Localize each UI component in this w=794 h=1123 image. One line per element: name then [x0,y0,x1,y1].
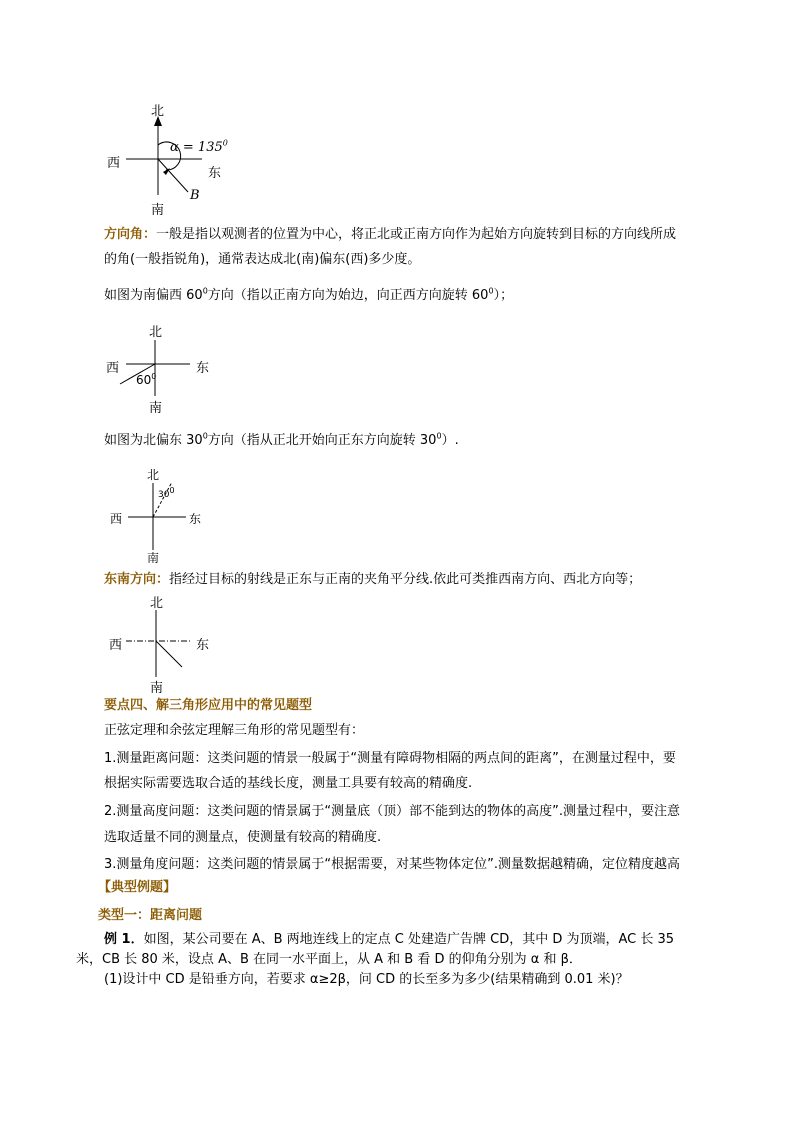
diagram3-south-label: 南 [147,551,160,565]
south-west-60-paragraph: 如图为南偏西 $60^0$方向（指以正南方向为始边，向正西方向旋转 $60^0$）； [104,286,514,303]
diagram3-angle-label: $30^0$ [158,486,175,500]
section4-item1-line1: 1.测量距离问题：这类问题的情景一般属于“测量有障碍物相隔的两点间的距离”，在测量过程中，要 [104,751,676,766]
diagram2-angle-label: $60^0$ [136,372,157,387]
north-east-30-paragraph: 如图为北偏东 $30^0$方向（指从正北开始向正东方向旋转 $30^0$）. [104,431,459,448]
south-east-text: 指经过目标的射线是正东与正南的夹角平分线.依此可类推西南方向、西北方向等； [169,572,642,587]
section4-intro: 正弦定理和余弦定理解三角形的常见题型有： [104,723,365,738]
examples-heading: 【典型例题】 [98,880,177,895]
example1-line2: 米，CB 长 80 米，设点 A、B 在同一水平面上，从 A 和 B 看 D 的仰角分别为 α 和 β． [76,952,582,967]
diagram4-north-label: 北 [150,596,164,611]
diagram4-east-label: 东 [196,638,210,653]
section4-item1-line2: 根据实际需要选取合适的基线长度，测量工具要有较高的精确度. [104,776,473,791]
diagram3-north-label: 北 [147,468,160,482]
section4-item2-line2: 选取适量不同的测量点，使测量有较高的精确度. [104,830,382,845]
example1-label: 例 1． [104,932,144,947]
section4-item2-line1: 2.测量高度问题：这类问题的情景属于“测量底（顶）部不能到达的物体的高度”.测量过程中，要注意 [104,804,681,819]
section4-title: 要点四、解三角形应用中的常见题型 [104,698,313,713]
diagram1-east-label: 东 [208,166,222,181]
diagram1-alpha-label: $\alpha = 135^0$ [170,138,228,155]
example1-question1: (1)设计中 CD 是铅垂方向，若要求 α≥2β，问 CD 的长至多为多少(结果精确到 0.01 米)？ [104,972,629,987]
diagram3-east-label: 东 [189,512,202,526]
section4-item3-line1: 3.测量角度问题：这类问题的情景属于“根据需要，对某些物体定位”.测量数据越精确，定位精度越高 [104,857,681,872]
diagram1-west-label: 西 [107,156,121,171]
diagram2-north-label: 北 [149,325,163,340]
diagram2-east-label: 东 [196,361,210,376]
diagram2-west-label: 西 [106,361,120,376]
direction-angle-paragraph-line2: 的角(一般指锐角)，通常表达成北(南)偏东(西)多少度。 [104,252,421,267]
diagram1-point-b-label: B [190,188,200,203]
diagram1-south-label: 南 [151,203,165,218]
diagram1-north-label: 北 [151,104,165,119]
diagram3-west-label: 西 [110,512,123,526]
example1-line1: 例 1．如图，某公司要在 A、B 两地连线上的定点 C 处建造广告牌 CD，其中 D 为顶端，AC 长 35 [104,932,675,947]
diagram4-south-label: 南 [150,681,164,696]
south-east-term: 东南方向： [104,572,170,587]
diagram1-alpha-sup: 0 [222,138,228,148]
direction-angle-text-line1: 一般是指以观测者的位置为中心，将正北或正南方向作为起始方向旋转到目标的方向线所成 [156,227,677,242]
diagram4-west-label: 西 [109,638,123,653]
type1-heading: 类型一：距离问题 [98,908,203,923]
diagram2-south-label: 南 [149,401,163,416]
direction-angle-term: 方向角： [104,227,157,242]
